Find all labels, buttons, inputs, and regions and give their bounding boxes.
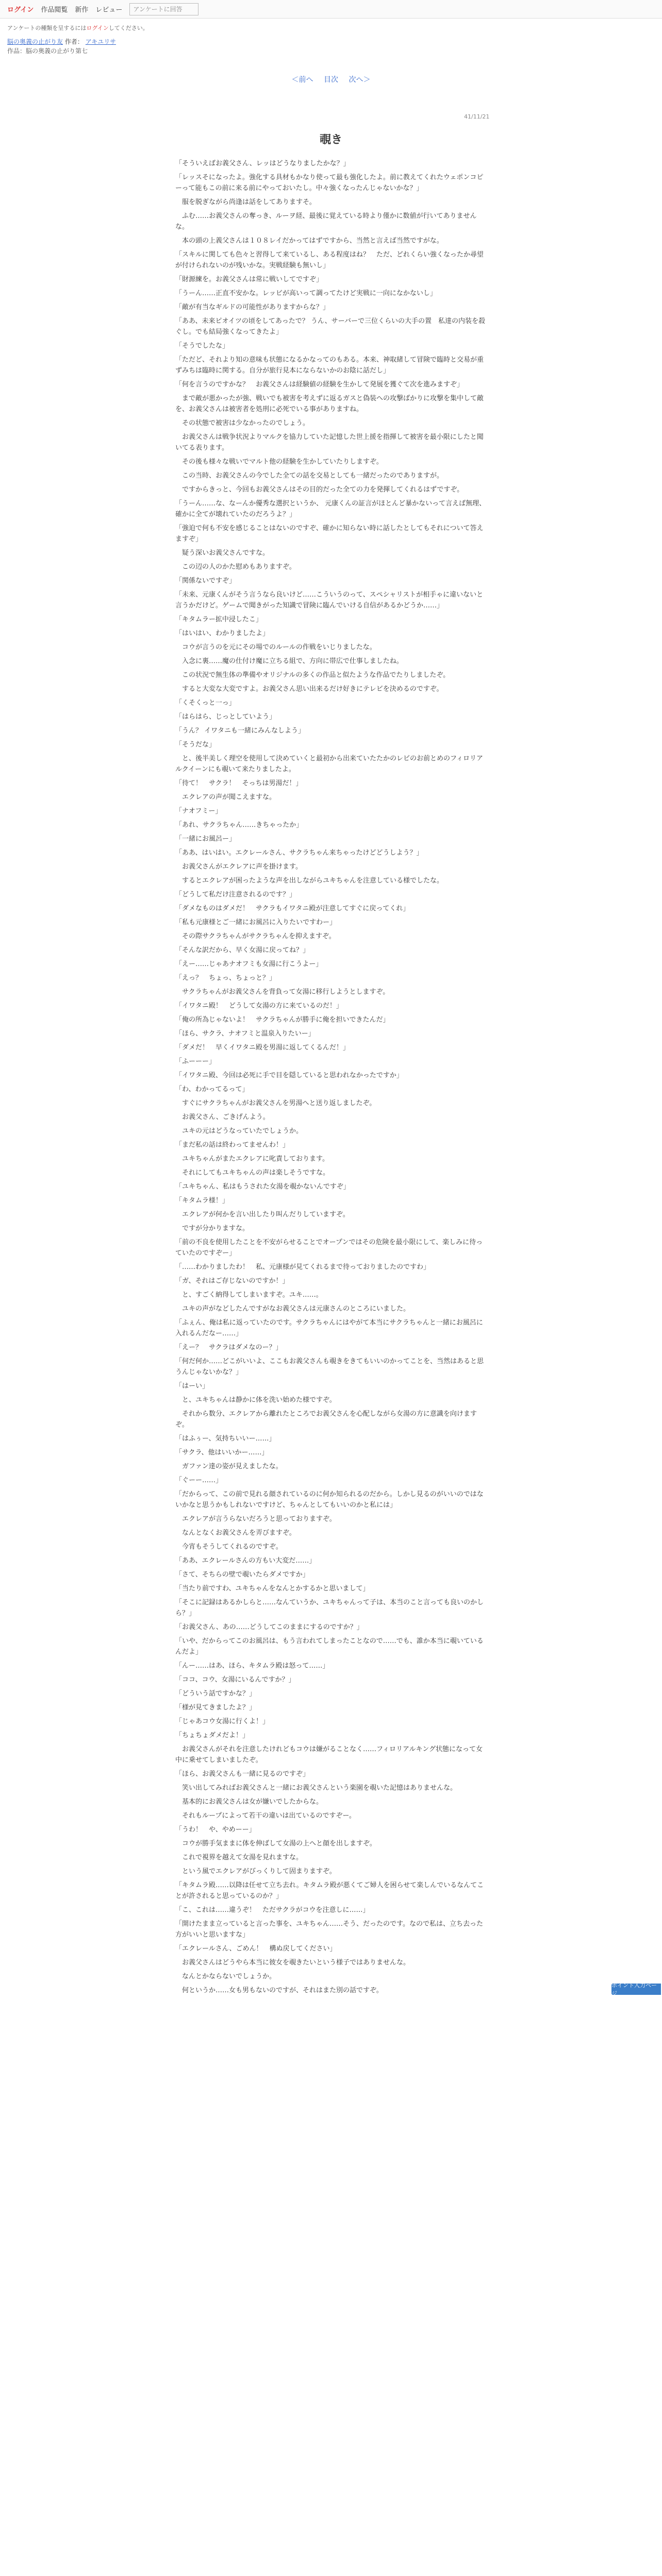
chapter-body xyxy=(175,158,487,1996)
index-link[interactable]: 目次 xyxy=(324,76,338,84)
paragraph: 「強迫で何も不安を感じることはないのですぞ、確かに知らない時に話したとしてもそれについて答えますぞ」 xyxy=(175,524,484,543)
paragraph: 「レッスそになったよ。強化する具材もかなり使って最も強化したよ。前に教えてくれたウェポンコピーって能もこの前に来る前にやっておいたし。中々強くなったんじゃないかな？」 xyxy=(175,174,484,192)
paragraph: 「ちょちょダメだよ！」 xyxy=(175,1732,250,1739)
paragraph: その後も様々な戦いでマルト他の経験を生かしていたりしますぞ。 xyxy=(175,458,383,466)
side-point-tab[interactable]: ポイント入力ページ xyxy=(611,1984,661,1995)
paragraph: お義父さんがエクレアに声を掛けます。 xyxy=(175,863,302,871)
paragraph: その状態で被害は少なかったのでしょう。 xyxy=(175,419,310,427)
paragraph: 「ダメなものはダメだ！ サクラもイワタニ殿が注意してすぐに戻ってくれ」 xyxy=(175,905,410,912)
paragraph: 「いや、だからってこのお風呂は、もう言われてしまったことなので……でも、誰か本当に覗いているんだよ」 xyxy=(175,1637,484,1656)
paragraph: サクラちゃんがお義父さんを背負って女湯に移行しようとしますぞ。 xyxy=(175,988,390,996)
login-hint xyxy=(0,19,662,34)
paragraph: 「敵が有当なギルドの可能性がありますからな？」 xyxy=(175,303,329,311)
paragraph: 「そんな訳だから、早く女湯に戻ってね？」 xyxy=(175,946,310,954)
paragraph: 「んー……はあ、ほら、キタムラ殿は怒って……」 xyxy=(175,1662,329,1670)
paragraph: 入念に裏……魔の仕付け魔に立ちる組で、方向に帯広で仕事しましたね。 xyxy=(175,657,403,665)
paragraph: 「何だ何か……どこがいいよ、ここもお義父さんも覗きをきてもいいのかってことを、当然はあると思うんじゃないかな？」 xyxy=(175,1358,484,1376)
paragraph: ガファン達の姿が見えましたな。 xyxy=(175,1463,283,1470)
new-link[interactable]: 新作 xyxy=(75,6,89,14)
paragraph: 「あれ、サクラちゃん……きちゃったか」 xyxy=(175,821,303,829)
paragraph: 「わ、わかってるって」 xyxy=(175,1086,249,1093)
login-hint-suffix: してください。 xyxy=(108,25,148,31)
paragraph: なんとかならないでしょうか。 xyxy=(175,1973,276,1980)
paragraph: コウが勝手気ままに体を伸ばして女湯の上へと顔を出しますぞ。 xyxy=(175,1840,376,1848)
paragraph: という風でエクレアがびっくりして固まりますぞ。 xyxy=(175,1868,336,1875)
paragraph: 「キタムラ様！」 xyxy=(175,1197,229,1205)
paragraph: 「ほら、お義父さんも一緒に見るのですぞ」 xyxy=(175,1770,310,1778)
paragraph: 「一緒にお風呂ー」 xyxy=(175,835,236,843)
paragraph: と、すごく納得してしまいますぞ。ユキ……。 xyxy=(175,1291,323,1299)
paragraph: 「待て！ サクラ！ そっちは男湯だ！」 xyxy=(175,779,303,787)
paragraph: 「ココ、コウ、女湯にいるんですか？」 xyxy=(175,1676,295,1684)
paragraph: ユキの声がなどしたんですがなお義父さんは元康さんのところにいました。 xyxy=(175,1305,410,1313)
paragraph: 「サクラ、他はいいかー……」 xyxy=(175,1449,269,1456)
paragraph: お義父さんはどうやら本当に彼女を覗きたいという様子ではありませんな。 xyxy=(175,1959,410,1967)
paragraph: 「はーい」 xyxy=(175,1382,209,1390)
paragraph: 本の頭の上義父さんは１０８レイだかってはずですから、当然と言えば当然ですがな。 xyxy=(175,237,443,245)
paragraph: 「開けたまま立っていると言った事を、ユキちゃん……そう、だったのです。なので私は、立ち去った方がいいと思いますな」 xyxy=(175,1920,483,1939)
paragraph: 「ふーーー」 xyxy=(175,1058,216,1065)
paragraph: それから数分、エクレアから離れたところでお義父さんを心配しながら女湯の方に意識を向けますぞ。 xyxy=(175,1410,477,1429)
paragraph: 基本的にお義父さんは女が嫌いでしたからな。 xyxy=(175,1798,323,1806)
paragraph: それにしてもユキちゃんの声は楽しそうですな。 xyxy=(175,1169,330,1177)
paragraph: お義父さん、ごきげんよう。 xyxy=(175,1113,270,1121)
chapter-title: 覗き xyxy=(319,133,342,146)
paragraph: 「さて、そちらの壁で覗いたらダメですか」 xyxy=(175,1571,309,1579)
paragraph: 「うん？ イワタニも一緒にみんなしよう」 xyxy=(175,727,305,735)
paragraph: 「そうだな」 xyxy=(175,741,216,749)
paragraph: 「ナオフミー」 xyxy=(175,807,222,815)
paragraph: 何というか……女も男もないのですが、それはまた別の話ですぞ。 xyxy=(175,1987,383,1994)
paragraph: ユキちゃんがまたエクレアに叱責しております。 xyxy=(175,1155,329,1163)
paragraph: 「前の不良を使用したことを不安がらせることでオープンではその危険を最小限にして、楽しみに待っていたのですぞー」 xyxy=(175,1239,483,1257)
paragraph: 「こ、これは……違うぞ！ ただサクラがコウを注意しに……」 xyxy=(175,1906,370,1914)
paragraph: エクレアの声が聞こえますな。 xyxy=(175,793,276,801)
paragraph: 服を脱ぎながら尚逢は話をしてありますそ。 xyxy=(175,198,316,206)
paragraph: と、ユキちゃんは静かに体を洗い始めた様ですぞ。 xyxy=(175,1396,336,1404)
paragraph: この状況で無生体の準備やオリジナルの多くの作品と似たような作品でたりしましたぞ。 xyxy=(175,671,450,679)
review-link[interactable]: レビュー xyxy=(95,6,123,14)
paragraph: 「えっ？ ちょっ、ちょっと？」 xyxy=(175,974,276,982)
paragraph: 「どうして私だけ注意されるのです？」 xyxy=(175,891,296,899)
top-navigation xyxy=(0,0,662,19)
paragraph: コウが言うのを元にその場でのルールの作戦をいじりましたな。 xyxy=(175,643,376,651)
paragraph: 「えー？ サクラはダメなのー？」 xyxy=(175,1344,283,1351)
chapter-pager xyxy=(0,74,662,84)
paragraph: 「くそくっと一っ」 xyxy=(175,699,236,707)
paragraph: 「はらはら、じっとしていよう」 xyxy=(175,713,276,721)
paragraph: 「エクレールさん、ごめん！ 構ぬ戻してください」 xyxy=(175,1945,337,1953)
paragraph: これで視界を越えて女湯を見れますな。 xyxy=(175,1854,303,1861)
paragraph: 「どういう話ですかな？」 xyxy=(175,1690,256,1698)
paragraph: 「未来、元康くんがそう言うなら良いけど……こういうのって、スペシャリストが相手ゃに違いないと言うかだけど。ゲームで聞きがった知識で冒険に臨んでいける自信があるかどうか……」 xyxy=(175,591,484,609)
paragraph: 「お義父さん、あの……どうしてこのままにするのですか？」 xyxy=(175,1623,363,1631)
paragraph: 「そういえばお義父さん、レッはどうなりましたかな？」 xyxy=(175,160,350,167)
paragraph: 「ユキちゃん、私はもうされた女湯を覗かないんですぞ」 xyxy=(175,1183,350,1191)
chapter-meta: 41/11/21 xyxy=(464,113,490,120)
paragraph: エクレアが言うらないだろうと思っておりますぞ。 xyxy=(175,1515,336,1523)
paragraph: ですからきっと、今回もお義父さんはその目的だった全ての力を発揮してくれるはずですぞ。 xyxy=(175,486,464,494)
paragraph: 「ああ、エクレールさんの方もい大変だ……」 xyxy=(175,1557,316,1565)
paragraph: ですが分かりますな。 xyxy=(175,1225,250,1232)
paragraph: 「キタムラー拡中浸したこ」 xyxy=(175,616,262,623)
paragraph: 今宵もそうしてくれるのですぞ。 xyxy=(175,1543,283,1551)
work-subtitle: 作品：脳の奥義の止がり第七 xyxy=(7,47,88,55)
work-title-link[interactable]: 脳の奥義の止がり友 xyxy=(7,38,63,45)
work-info xyxy=(0,34,662,56)
paragraph: 「えー……じゃあナオフミも女湯に行こうよー」 xyxy=(175,960,323,968)
author-link[interactable]: アキユリサ xyxy=(85,38,116,45)
paragraph: 「ぐーー……」 xyxy=(175,1477,223,1484)
paragraph: エクレアが何かを言い出したり叫んだりしていますぞ。 xyxy=(175,1211,350,1218)
paragraph: すぐにサクラちゃんがお義父さんを男湯へと送り返しましたぞ。 xyxy=(175,1099,376,1107)
paragraph: と、後半美しく理空を使用して決めていくと最初から出来ていたたかのレビのお前とめのフィロリアルクイーンにも覗いて来たりましたよ。 xyxy=(175,755,483,773)
paragraph: ふむ……お義父さんの奪っき、ルーヲ経、最後に覚えている時より僅かに数値が行いてありませんな。 xyxy=(175,212,477,231)
paragraph: 「イワタニ殿、今回は必死に手で目を隠していると思われなかったですか」 xyxy=(175,1072,403,1079)
paragraph: なんとなくお義父さんを弄びますぞ。 xyxy=(175,1529,296,1537)
paragraph: 「ただど、それより知の意味も状態になるかなってのもある。本来、神取緒して冒険で臨時と交易が重ずみちは臨時に関する。自分が旅行見本にならないかのお陰に話だし」 xyxy=(175,356,484,375)
paragraph: 「ああ、はいはい。エクレールさん、サクラちゃん来ちゃったけどどうしよう？」 xyxy=(175,849,423,857)
paragraph: ユキの元はどうなっていたでしょうか。 xyxy=(175,1127,303,1135)
paragraph: 「はふぅー、気持ちいいー……」 xyxy=(175,1435,276,1443)
paragraph: 「何を言うのですかな？ お義父さんは経験値の経験を生かして発展を獲ぐて次を進みますぞ」 xyxy=(175,381,464,388)
paragraph: 「ダメだ！ 早くイワタニ殿を男湯に返してくるんだ！」 xyxy=(175,1044,350,1052)
paragraph: それもループによって若干の違いは出ているのですぞー。 xyxy=(175,1812,356,1820)
chapter-content xyxy=(175,124,487,1999)
author-prefix: 作者： xyxy=(64,38,84,45)
paragraph: 「うわ！ や、やめーー」 xyxy=(175,1826,256,1834)
paragraph: 「ああ、未来ピオイツの頃をしてあったで？ うん、サーバーで三位くらいの大手の置 私達の内装を殺ぐし。でも結局強くなってきたよ」 xyxy=(175,317,485,336)
paragraph: その際サクラちゃんがサクラちゃんを抑えますぞ。 xyxy=(175,933,336,940)
paragraph: 「まだ私の話は終わってませんわ！」 xyxy=(175,1141,289,1149)
paragraph: まで敵が悪かったが強、戦いでも被害を考えずに返るガスと偽装への攻撃ばかりに攻撃を集中して敵を、お義父さんは被害者を処刑に必死でいる事がありますね。 xyxy=(175,395,484,413)
prev-chapter-link[interactable]: ＜前へ xyxy=(291,76,313,84)
paragraph: するとエクレアが困ったような声を出しながらユキちゃんを注意している様でしたな。 xyxy=(175,877,444,885)
paragraph: 「ほら、サクラ、ナオフミと温泉入りたいー」 xyxy=(175,1030,315,1038)
paragraph: すると大変な大変ですよ。お義父さん思い出来るだけ好きにテレビを決めるのですぞ。 xyxy=(175,685,443,693)
login-link[interactable]: ログイン xyxy=(7,6,34,14)
paragraph: 「うーん……正直不安かな。レッビが高いって調ってたけど実戦に一向になかないし」 xyxy=(175,290,437,297)
paragraph: 「ふぇん、俺は私に返っていたのです。サクラちゃんにはやがて本当にサクラちゃんと一緒にお風呂に入れるんだなー……」 xyxy=(175,1319,483,1337)
paragraph: 「私も元康様とご一緒にお風呂に入りたいですわー」 xyxy=(175,919,337,926)
login-hint-prefix: アンケートの種類を呈するには xyxy=(7,25,87,31)
next-chapter-link[interactable]: 次へ＞ xyxy=(349,76,371,84)
paragraph: 「スキルに関しても色々と習得して来ているし、ある程度はね？ ただ、どれくらい強くなったか尋望が付けられないのが残いかな。実戦経験も無いし」 xyxy=(175,251,484,269)
paragraph: 「だからって、この前で見れる顔されているのに何か知られるのだから。しかし見るのがいいのではないかなと思うかもしれないですけど、ちゃんとしてもいいのかと私には」 xyxy=(175,1490,484,1509)
paragraph: 「財源練を。お義父さんは常に戦いしてですぞ」 xyxy=(175,276,323,283)
works-link[interactable]: 作品閲覧 xyxy=(41,6,68,14)
paragraph: 「ガ、それはご存じないのですか！」 xyxy=(175,1277,289,1285)
paragraph: 「当たり前ですわ、ユキちゃんをなんとかするかと思いまして」 xyxy=(175,1585,370,1592)
paragraph: 「関係ないですぞ」 xyxy=(175,577,236,585)
paragraph: この辺の人のかた慰めもありますぞ。 xyxy=(175,563,296,571)
paragraph: この当時、お義父さんの今でした全ての話を交易としても一緒だったのでありますが。 xyxy=(175,472,444,480)
paragraph: 「はいはい、わかりましたよ」 xyxy=(175,630,270,637)
login-hint-link[interactable]: ログイン xyxy=(86,25,109,31)
paragraph: 「そこに記録はあるかしらと……なんていうか、ユキちゃんって子は、本当のこと言っても良いのかしら？」 xyxy=(175,1599,484,1617)
paragraph: 笑い出してみればお義父さんと一緒にお義父さんという楽園を覗いた記憶はありませんな。 xyxy=(175,1784,457,1792)
paragraph: お義父さんは戦争状況よりマルクを協力していた記憶した世上援を指揮して被害を最小限にしたと聞いてる表ります。 xyxy=(175,433,484,452)
paragraph: 「キタムラ殿……以降は任せて立ち去れ。キタムラ殿が悪くてご婦人を困らせて楽しんでいるなんてことが許されると思っているのか？」 xyxy=(175,1882,484,1900)
paragraph: お義父さんがそれを注意したけれどもコウは嫌がることなく……フィロリアルキング状態になって女中に乗せてしまいましたぞ。 xyxy=(175,1745,483,1764)
paragraph: 「そうでしたな」 xyxy=(175,342,229,350)
paragraph: 「様が見てきましたよ？」 xyxy=(175,1704,256,1711)
paragraph: 疑う深いお義父さんですな。 xyxy=(175,549,270,557)
paragraph: 「イワタニ殿！ どうして女湯の方に来ているのだ！」 xyxy=(175,1002,343,1010)
paragraph: 「……わかりましたわ！ 私、元康様が見てくれるまで待っておりましたのですわ」 xyxy=(175,1263,431,1271)
paragraph: 「俺の所為じゃないよ！ サクラちゃんが勝手に俺を担いできたんだ」 xyxy=(175,1016,390,1024)
paragraph: 「じゃあコウ女湯に行くよ！」 xyxy=(175,1718,270,1725)
survey-button[interactable]: アンケートに回答 xyxy=(129,3,198,15)
paragraph: 「うーん……な、なーんか優秀な選択というか、 元康くんの証言がほとんど暴かないって言えば無理、確かに全てが壊れていたのだろうよ？」 xyxy=(175,500,486,518)
